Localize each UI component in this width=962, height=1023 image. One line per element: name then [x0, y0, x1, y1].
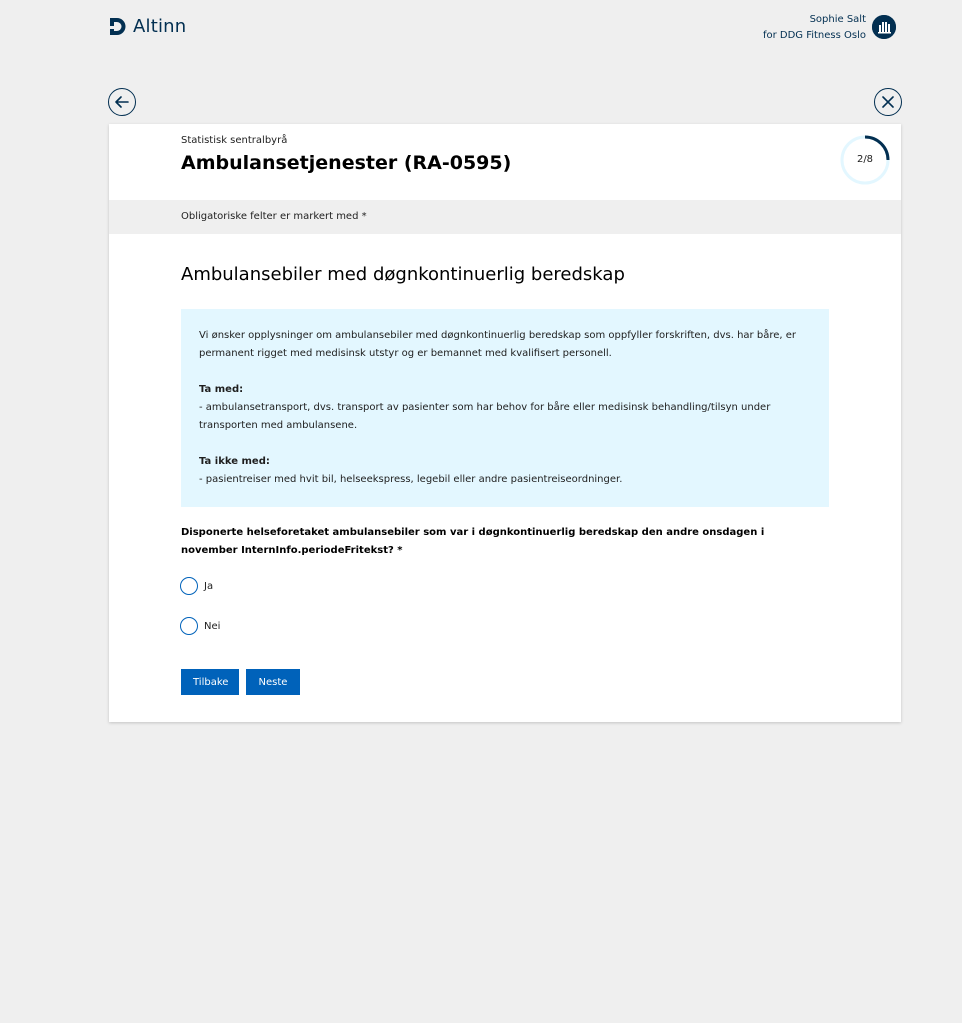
altinn-logo-icon [109, 17, 127, 36]
radio-button-ja[interactable] [180, 577, 198, 595]
info-exclude-heading: Ta ikke med: [199, 456, 270, 467]
organization-name: Statistisk sentralbyrå [181, 135, 288, 146]
question-label: Disponerte helseforetaket ambulansebiler som var i døgnkontinuerlig beredskap den andre onsdagen i november InternInfo.periodeFritekst? * [181, 527, 765, 556]
progress-indicator [839, 134, 891, 186]
progress-label: 2/8 [856, 154, 874, 165]
required-fields-bar [109, 200, 901, 234]
arrow-left-icon [113, 93, 131, 111]
close-button[interactable] [874, 88, 902, 116]
user-name: Sophie Salt [809, 14, 866, 25]
info-exclude-text: - pasientreiser med hvit bil, helseekspress, legebil eller andre pasientreiseordninger. [199, 474, 623, 485]
user-info[interactable] [763, 12, 866, 44]
radio-option-nei[interactable] [180, 617, 220, 635]
info-include-text: - ambulansetransport, dvs. transport av pasienter som har behov for båre eller medisinsk behandling/tilsyn under transporten med ambulansene. [199, 402, 771, 431]
info-include-heading: Ta med: [199, 384, 244, 395]
top-bar [0, 0, 962, 60]
next-button[interactable]: Neste [246, 669, 300, 695]
form-header [109, 124, 901, 200]
user-org: for DDG Fitness Oslo [762, 30, 866, 41]
form-card [109, 124, 901, 722]
section-title: Ambulansebiler med døgnkontinuerlig beredskap [181, 264, 625, 285]
organization-avatar-icon[interactable] [872, 15, 896, 39]
radio-option-ja[interactable] [180, 577, 213, 595]
required-note: Obligatoriske felter er markert med * [181, 211, 367, 222]
radio-button-nei[interactable] [180, 617, 198, 635]
page-title: Ambulansetjenester (RA-0595) [181, 152, 512, 174]
back-button[interactable]: Tilbake [181, 669, 239, 695]
back-arrow-button[interactable] [108, 88, 136, 116]
close-icon [880, 94, 896, 110]
logo-text: Altinn [133, 16, 187, 37]
info-intro: Vi ønsker opplysninger om ambulansebiler med døgnkontinuerlig beredskap som oppfyller forskriften, dvs. har båre, er permanent rigget med medisinsk utstyr og er bemannet med kvalifisert personell. [199, 330, 796, 359]
radio-label-ja: Ja [204, 580, 214, 592]
altinn-logo[interactable] [109, 16, 186, 37]
radio-label-nei: Nei [204, 620, 221, 632]
info-box [181, 309, 829, 507]
